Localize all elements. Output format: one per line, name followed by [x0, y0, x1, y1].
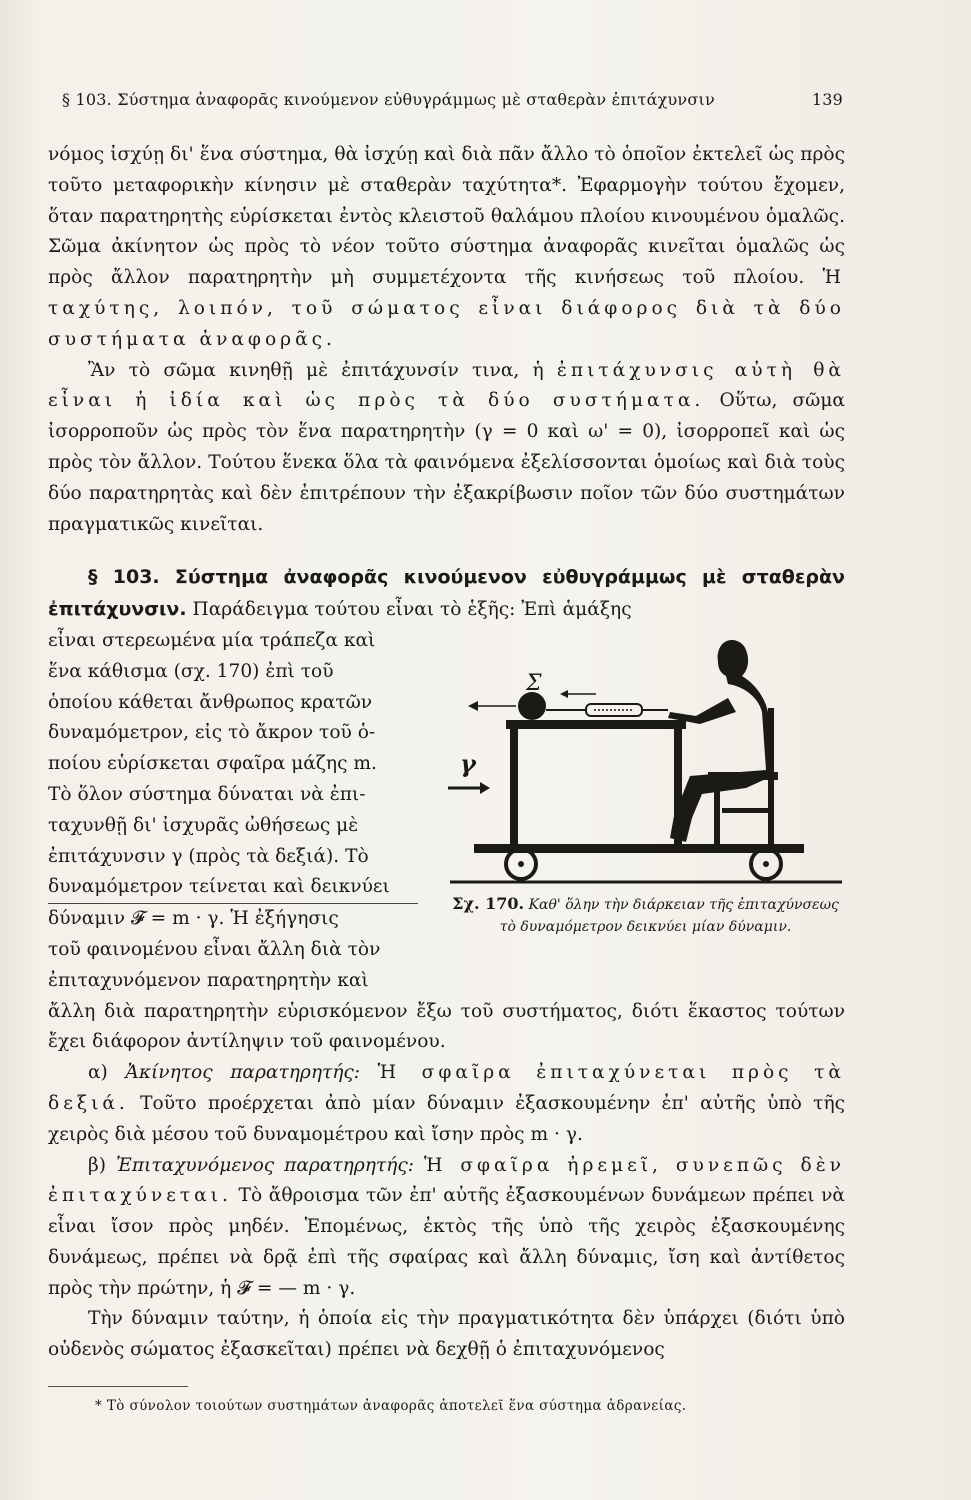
label-gamma: γ — [460, 749, 476, 778]
label-sigma: Σ — [526, 671, 542, 696]
wrap-line: ποίου εὑρίσκεται σφαῖρα μάζης m. — [48, 753, 377, 775]
page-number: 139 — [811, 90, 843, 109]
wheel-hub — [763, 861, 769, 867]
table-leg — [510, 729, 518, 844]
wrap-line: ὁποίου κάθεται ἄνθρωπος κρατῶν — [48, 691, 373, 713]
wrap-line: ἕνα κάθισμα (σχ. 170) ἐπὶ τοῦ — [48, 660, 334, 682]
dynamometer-arrow-head — [560, 690, 568, 698]
running-header — [62, 90, 843, 109]
case-b-paragraph — [48, 1151, 845, 1305]
wrap-line: ταχυνθῇ δι' ἰσχυρᾶς ὠθήσεως μὲ — [48, 814, 359, 836]
footnote-rule — [48, 1386, 188, 1387]
footnote: * Τὸ σύνολον τοιούτων συστημάτων ἀναφορᾶς ἀποτελεῖ ἕνα σύστημα ἀδρανείας. — [95, 1398, 687, 1414]
paragraph-continuation: ἄλλη διὰ παρατηρητὴν εὑρισκόμενον ἔξω τοῦ συστήματος, διότι ἕκαστος τούτων ἔχει διάφορον ἀντίληψιν τοῦ φαινομένου. — [48, 1000, 845, 1053]
wrap-line: εἶναι στερεωμένα μία τράπεζα καὶ — [48, 629, 376, 651]
paragraph-text: Ἂν τὸ σῶμα κινηθῇ μὲ ἐπιτάχυνσίν τινα, ἡ — [88, 359, 544, 381]
case-label: α) — [88, 1062, 108, 1084]
table-top — [506, 720, 686, 729]
paragraph-text: Τοῦτο προέρχεται ἀπὸ μίαν δύναμιν ἐξασκουμένην ἐπ' αὐτῆς ὑπὸ τῆς χειρὸς διὰ μέσου τοῦ δυναμομέτρου καὶ ἴσην πρὸς m · γ. — [48, 1092, 846, 1145]
wrap-line: δύναμιν 𝓕 = m · γ. Ἡ ἐξήγησις — [48, 908, 339, 930]
wrap-line: Τὸ ὅλον σύστημα δύναται νὰ ἐπι- — [48, 783, 366, 805]
wrap-line: δυναμόμετρον, εἰς τὸ ἄκρον τοῦ ὁ- — [48, 722, 376, 744]
observer-label: Ἐπιταχυνόμενος παρατηρητής: — [115, 1154, 415, 1176]
wrap-line: ἐπιταχυνόμενον παρατηρητὴν καὶ — [48, 969, 369, 991]
section-intro: Παράδειγμα τούτου εἶναι τὸ ἑξῆς: Ἐπὶ ἁμάξης — [192, 599, 632, 621]
case-label: β) — [88, 1154, 107, 1176]
section-title: § 103. Σύστημα ἀναφορᾶς κινούμενον εὐθυγράμμως μὲ σταθερὰν ἐπιτάχυνσιν. — [48, 566, 845, 621]
caption-text: Καθ' ὅλην τὴν διάρκειαν τῆς ἐπιταχύνσεως τὸ δυναμόμετρον δεικνύει μίαν δύναμιν. — [499, 897, 839, 935]
chair-back — [768, 708, 774, 778]
figure-cart-dynamometer — [446, 612, 845, 902]
paragraph-acceleration — [48, 356, 845, 541]
wheel-hub — [518, 861, 524, 867]
acceleration-arrow-head — [480, 782, 490, 794]
emphasized-text: Ἡ σφαῖρα ἠρεμεῖ, συνεπῶς δὲν ἐπιταχύνεται. — [48, 1154, 845, 1207]
wrap-line: τοῦ φαινομένου εἶναι ἄλλη διὰ τὸν — [48, 938, 381, 960]
wrap-line: ἐπιτάχυνσιν γ (πρὸς τὰ δεξιά). Τὸ — [48, 845, 369, 867]
chair-rung — [722, 808, 772, 813]
header-title: § 103. Σύστημα ἀναφορᾶς κινούμενον εὐθυγράμμως μὲ σταθερὰν ἐπιτάχυνσιν — [62, 90, 715, 109]
final-paragraph: Τὴν δύναμιν ταύτην, ἡ ὁποία εἰς τὴν πραγματικότητα δὲν ὑπάρχει (διότι ὑπὸ οὐδενὸς σώματος ἐξασκεῖται) πρέπει νὰ δεχθῇ ὁ ἐπιταχυνόμενος — [48, 1308, 845, 1361]
sphere — [518, 692, 546, 720]
wrapped-text-column — [48, 626, 418, 997]
paragraph-text: Τὸ ἄθροισμα τῶν ἐπ' αὐτῆς ἐξασκουμένων δυνάμεων πρέπει νὰ εἶναι ἴσον πρὸς μηδέν. Ἑπομένως, ἐκτὸς τῆς ὑπὸ τῆς χειρὸς ἐξασκουμένης δυνάμεως, πρέπει νὰ δρᾷ ἐπὶ τῆς σφαίρας καὶ ἄλλη δύναμις, ἴση καὶ ἀντίθετος πρὸς τὴν πρώτην, ἡ 𝓕 = — m · γ. — [48, 1185, 845, 1299]
force-arrow-head — [468, 701, 478, 711]
paragraph-text: Οὕτω, σῶμα ἰσορροποῦν ὡς πρὸς τὸν ἕνα παρατηρητὴν (γ = 0 καὶ ω' = 0), ἰσορροπεῖ καὶ ὡς πρὸς τὸν ἄλλον. Τούτου ἕνεκα ὅλα τὰ φαινόμενα ἐξελίσσονται ὁμοίως καὶ διὰ τοὺς δύο παρατηρητὰς καὶ δὲν ἐπιτρέπουν τὴν ἐξακρίβωσιν ποῖον τῶν δύο συστημάτων πραγματικῶς κινεῖται. — [48, 390, 845, 535]
wrap-line: δυναμόμετρον τείνεται καὶ δεικνύει — [48, 872, 418, 904]
paragraph-inertial-frames — [48, 140, 845, 356]
emphasized-text: ἐπιτάχυνσις αὐτὴ θὰ εἶναι ἡ ἰδία καὶ ὡς πρὸς τὰ δύο συστήματα. — [48, 359, 845, 412]
figure-caption — [446, 893, 845, 938]
paragraph-text: νόμος ἰσχύῃ δι' ἕνα σύστημα, θὰ ἰσχύῃ καὶ διὰ πᾶν ἄλλο τὸ ὁποῖον ἐκτελεῖ ὡς πρὸς τοῦτο μεταφορικὴν κίνησιν μὲ σταθερὰν ταχύτητα*. Ἐφαρμογὴν τούτου ἔχομεν, ὅταν παρατηρητὴς εὑρίσκεται ἐντὸς κλειστοῦ θαλάμου πλοίου κινουμένου ὁμαλῶς. Σῶμα ἀκίνητον ὡς πρὸς τὸ νέον τοῦτο σύστημα ἀναφορᾶς κινεῖται ὁμαλῶς ὡς πρὸς ἄλλον παρατηρητὴν μὴ συμμετέχοντα τῆς κινήσεως τοῦ πλοίου. — [48, 144, 845, 289]
caption-label: Σχ. 170. — [452, 894, 525, 913]
emphasized-text: Ἡ ταχύτης, λοιπόν, τοῦ σώματος εἶναι διάφορος διὰ τὰ δύο συστήματα ἀναφορᾶς. — [48, 267, 845, 350]
emphasized-text: Ἡ σφαῖρα ἐπιταχύνεται πρὸς τὰ δεξιά. — [48, 1062, 845, 1114]
case-a-paragraph — [48, 1058, 845, 1150]
observer-label: Ἀκίνητος παρατηρητής: — [125, 1062, 361, 1084]
